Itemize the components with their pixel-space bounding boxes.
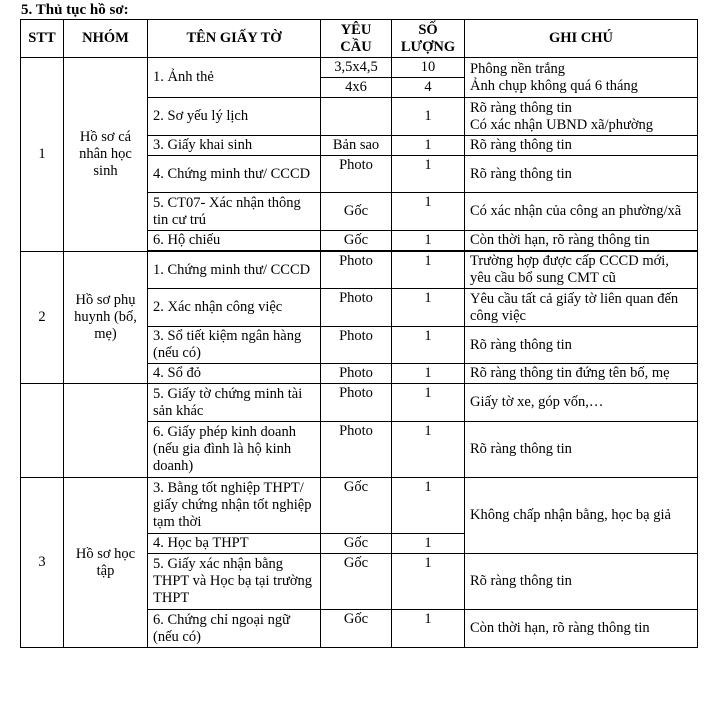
doc-name: 6. Chứng chỉ ngoại ngữ (nếu có) xyxy=(148,610,321,648)
note: Rõ ràng thông tin xyxy=(465,554,698,610)
requirement: Photo xyxy=(321,384,392,422)
doc-name: 2. Sơ yếu lý lịch xyxy=(148,98,321,136)
doc-name: 6. Hộ chiếu xyxy=(148,231,321,251)
doc-name: 3. Giấy khai sinh xyxy=(148,136,321,156)
quantity: 10 xyxy=(392,58,465,78)
doc-name: 5. Giấy tờ chứng minh tài sản khác xyxy=(148,384,321,422)
note: Rõ ràng thông tin Có xác nhận UBND xã/phường xyxy=(465,98,698,136)
note: Còn thời hạn, rõ ràng thông tin xyxy=(465,610,698,648)
note: Trường hợp được cấp CCCD mới, yêu cầu bổ sung CMT cũ xyxy=(465,252,698,289)
quantity: 1 xyxy=(392,534,465,554)
quantity: 1 xyxy=(392,364,465,384)
note: Rõ ràng thông tin đứng tên bố, mẹ xyxy=(465,364,698,384)
header-requirement: YÊU CẦU xyxy=(321,20,392,58)
requirement: Bản sao xyxy=(321,136,392,156)
group-name: Hồ sơ cá nhân học sinh xyxy=(64,58,148,252)
table-row xyxy=(21,58,698,78)
header-stt: STT xyxy=(21,20,64,58)
doc-name: 5. Giấy xác nhận bằng THPT và Học bạ tại trường THPT xyxy=(148,554,321,610)
quantity: 1 xyxy=(392,610,465,648)
requirement: Gốc xyxy=(321,193,392,231)
group-stt: 2 xyxy=(21,252,64,384)
note: Có xác nhận của công an phường/xã xyxy=(465,193,698,231)
doc-name: 1. Chứng minh thư/ CCCD xyxy=(148,252,321,289)
quantity: 1 xyxy=(392,136,465,156)
table-row xyxy=(21,478,698,534)
quantity: 1 xyxy=(392,252,465,289)
quantity: 1 xyxy=(392,289,465,327)
note xyxy=(465,58,698,98)
header-doc: TÊN GIẤY TỜ xyxy=(148,20,321,58)
group-name: Hồ sơ phụ huynh (bố, mẹ) xyxy=(64,252,148,384)
header-quantity: SỐ LƯỢNG xyxy=(392,20,465,58)
group-name: Hồ sơ học tập xyxy=(64,478,148,648)
quantity: 1 xyxy=(392,327,465,364)
requirement: Photo xyxy=(321,327,392,364)
requirement: Gốc xyxy=(321,534,392,554)
group-stt: 1 xyxy=(21,58,64,252)
quantity: 1 xyxy=(392,231,465,251)
requirement: 4x6 xyxy=(321,78,392,98)
requirement: Gốc xyxy=(321,610,392,648)
quantity: 4 xyxy=(392,78,465,98)
table-row xyxy=(21,384,698,422)
header-note: GHI CHÚ xyxy=(465,20,698,58)
quantity: 1 xyxy=(392,478,465,534)
requirement: 3,5x4,5 xyxy=(321,58,392,78)
requirement: Photo xyxy=(321,289,392,327)
quantity: 1 xyxy=(392,156,465,193)
quantity: 1 xyxy=(392,98,465,136)
note: Rõ ràng thông tin xyxy=(465,422,698,478)
doc-name: 2. Xác nhận công việc xyxy=(148,289,321,327)
header-row xyxy=(21,20,698,58)
doc-name: 6. Giấy phép kinh doanh (nếu gia đình là hộ kinh doanh) xyxy=(148,422,321,478)
note: Rõ ràng thông tin xyxy=(465,136,698,156)
quantity: 1 xyxy=(392,193,465,231)
note: Rõ ràng thông tin xyxy=(465,327,698,364)
section-title: 5. Thủ tục hồ sơ: xyxy=(21,2,129,18)
header-group: NHÓM xyxy=(64,20,148,58)
requirement: Gốc xyxy=(321,478,392,534)
doc-name: 3. Sổ tiết kiệm ngân hàng (nếu có) xyxy=(148,327,321,364)
note: Còn thời hạn, rõ ràng thông tin xyxy=(465,231,698,251)
quantity: 1 xyxy=(392,384,465,422)
group-stt: 3 xyxy=(21,478,64,648)
quantity: 1 xyxy=(392,422,465,478)
note: Giấy tờ xe, góp vốn,… xyxy=(465,384,698,422)
requirement: Photo xyxy=(321,156,392,193)
requirement xyxy=(321,98,392,136)
note: Không chấp nhận bằng, học bạ giả xyxy=(465,478,698,554)
doc-name: 4. Chứng minh thư/ CCCD xyxy=(148,156,321,193)
requirement: Gốc xyxy=(321,231,392,251)
doc-name: 3. Bằng tốt nghiệp THPT/ giấy chứng nhận tốt nghiệp tạm thời xyxy=(148,478,321,534)
quantity: 1 xyxy=(392,554,465,610)
doc-name: 4. Sổ đỏ xyxy=(148,364,321,384)
requirement: Photo xyxy=(321,252,392,289)
requirement: Gốc xyxy=(321,554,392,610)
note-line: Phông nền trắng xyxy=(470,60,566,77)
note: Yêu cầu tất cả giấy tờ liên quan đến công việc xyxy=(465,289,698,327)
empty-stt-cell xyxy=(21,384,64,478)
doc-name: 1. Ảnh thẻ xyxy=(148,58,321,98)
note: Rõ ràng thông tin xyxy=(465,156,698,193)
empty-group-cell xyxy=(64,384,148,478)
doc-name: 5. CT07- Xác nhận thông tin cư trú xyxy=(148,193,321,231)
table-row xyxy=(21,252,698,289)
requirement: Photo xyxy=(321,364,392,384)
doc-name: 4. Học bạ THPT xyxy=(148,534,321,554)
document-table xyxy=(20,19,698,648)
note-line: Ảnh chụp không quá 6 tháng xyxy=(470,77,638,94)
requirement: Photo xyxy=(321,422,392,478)
